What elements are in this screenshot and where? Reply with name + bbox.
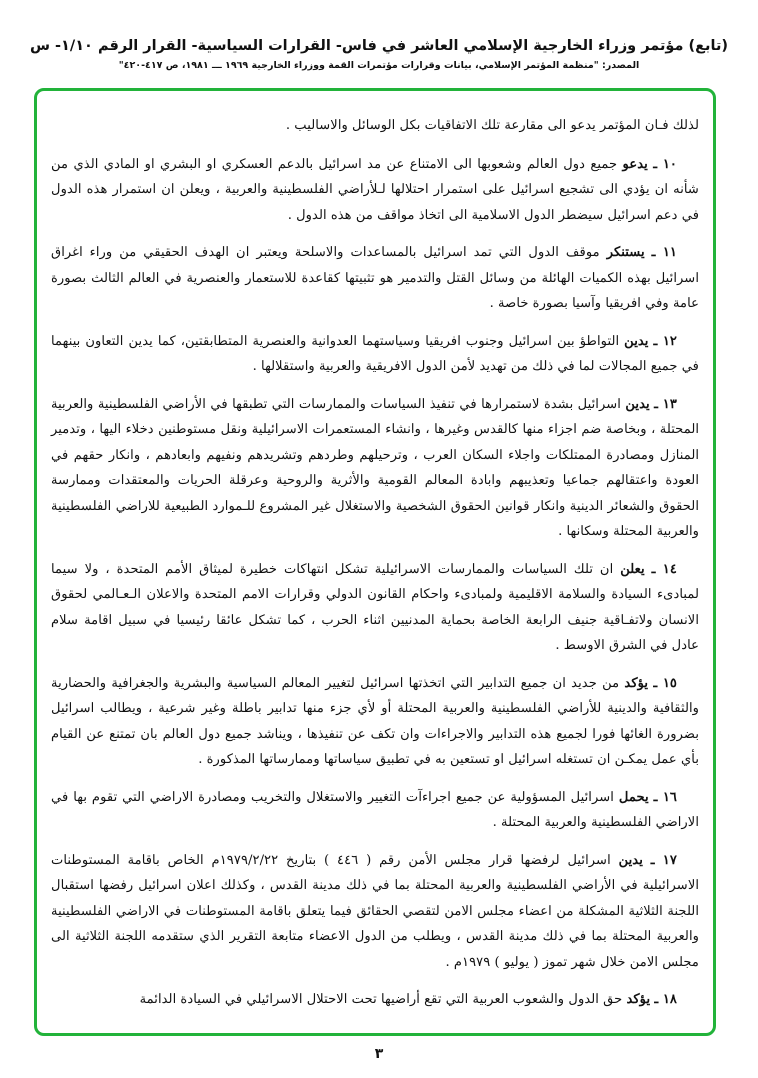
paragraph-text: اسرائيل المسؤولية عن جميع اجراءآت التغيير والاستغلال والتخريب ومصادرة الاراضي التي تقوم بها في الاراضي الفلسطينية والعربية المحتلة .	[51, 789, 699, 830]
content-frame	[34, 88, 716, 1036]
paragraph-text: من جديد ان جميع التدابير التي اتخذتها اسرائيل لتغيير المعالم السياسية والبشرية والجغرافية والحضارية والثقافية والدينية للأراضي الفلسطينية والعربية المحتلة أو لأي جزء منها تدابير باطلة وغير شرعية ، ويطالب اسرائيل بضرورة الغائها فورا لجميع هذه التدابير والاجراءات وان تكف عن تنفيذها ، ويناشد جميع دول العالم بان تمتنع عن القيام بأي عمل يمكـن ان تستغله اسرائيل او تستعين به في تطبيق سياساتها وممارساتها المذكورة .	[51, 675, 699, 767]
paragraph-lead-verb: يحمل	[618, 789, 649, 805]
page-number: ٣	[374, 1046, 384, 1062]
intro-paragraph: لذلك فـان المؤتمر يدعو الى مقارعة تلك الاتفاقيات بكل الوسائل والاساليب .	[285, 118, 699, 133]
resolution-paragraph-12	[51, 329, 699, 380]
resolution-paragraph-17	[51, 848, 699, 976]
paragraph-text: جميع دول العالم وشعوبها الى الامتناع عن مد اسرائيل بالدعم العسكري او البشري او المادي الذي من شأنه ان يؤدي الى تشجيع اسرائيل على استمرار احتلالها لـلأراضي الفلسطينية والعربية ، ويعلن ان استمرار هذه الدول في دعم اسرائيل سيضطر الدول الاسلامية الى اتخاذ مواقف من هذه الدول .	[51, 156, 699, 223]
paragraph-lead-verb: يستنكر	[606, 245, 645, 260]
paragraph-lead-verb: يدين	[625, 396, 650, 412]
paragraph-text: اسرائيل بشدة لاستمرارها في تنفيذ السياسات والممارسات التي تطبقها في الأراضي الفلسطينية والعربية المحتلة ، وبخاصة ضم اجزاء منها كالقدس وغيرها ، وانشاء المستعمرات الاسرائيلية ونقل مستوطنين دخلاء اليها ، وتدمير المنازل ومصادرة الممتلكات واجلاء السكان العرب ، وترحيلهم وطردهم وتشريدهم ونفيهم وابعادهم ، وانكار حقهم في العودة واعتقالهم جماعيا وتعذيبهم وابادة المعالم القومية والأثرية والروحية وعرقلة الحريات والمعتقدات وممارسة الحقوق والشعائر الدينية وانكار قوانين الحقوق الشخصية والاستغلال غير المشروع للـموارد الطبيعية للاراضي الفلسطينية والعربية المحتلة وسكانها .	[51, 396, 699, 539]
paragraph-lead-verb: يعلن	[620, 561, 645, 577]
paragraph-number: ١٣ ـ	[654, 396, 677, 412]
resolution-paragraph-13	[51, 392, 699, 545]
paragraph-lead-verb: يؤكد	[626, 992, 651, 1007]
paragraph-number: ١٠ ـ	[653, 156, 677, 172]
paragraph-number: ١٧ ـ	[650, 852, 677, 868]
paragraph-number: ١٨ ـ	[654, 992, 677, 1007]
paragraph-text: اسرائيل لرفضها قرار مجلس الأمن رقم ( ٤٤٦ ) بتاريخ ١٩٧٩/٢/٢٢م الخاص باقامة المستوطنات الاسرائيلية في الأراضي الفلسطينية والعربية المحتلة بما في ذلك مدينة القدس ، وكذلك اعلان اسرائيل رفضها استقبال اللجنة الثلاثية المشكلة من اعضاء مجلس الامن لتقصي الحقائق فيما يتعلق باقامة المستوطنات في الاراضي الفلسطينية والعربية المحتلة بما في ذلك مدينة القدس ، ويطلب من الدول الاعضاء متابعة التقرير الذي ستقدمه اللجنة الثلاثية الى مجلس الامن خلال شهر تموز ( يوليو ) ١٩٧٩م .	[51, 852, 699, 970]
source-citation: المصدر: "منظمة المؤتمر الإسلامي، بيانات وقرارات مؤتمرات القمة ووزراء الخارجية ١٩٦٩ ـــ ١٩٨١، ص ٤١٧-٤٢٠"	[118, 60, 640, 71]
paragraph-lead-verb: يؤكد	[624, 675, 649, 691]
paragraph-number: ١٢ ـ	[653, 333, 677, 349]
paragraph-lead-verb: يدعو	[622, 156, 648, 172]
paragraph-number: ١٦ ـ	[653, 789, 677, 805]
paragraph-text: حق الدول والشعوب العربية التي تقع أراضيها تحت الاحتلال الاسرائيلي في السيادة الدائمة	[139, 992, 623, 1007]
paragraph-text: ان تلك السياسات والممارسات الاسرائيلية تشكل انتهاكات خطيرة لميثاق الأمم المتحدة ، ولا سيما لمبادىء السيادة والسلامة الاقليمية ولمبادىء واحكام القانون الدولي وقرارات الامم المتحدة والاعلان الـعـالمي لحقوق الانسان ولاتفـاقية جنيف الرابعة الخاصة بحماية المدنيين اثناء الحرب ، كما تشكل عائقا رئيسيا في سبيل اقامة سلام عادل في الشرق الاوسط .	[51, 561, 699, 653]
paragraph-number: ١٥ ـ	[653, 675, 677, 691]
document-title: (تابع) مؤتمر وزراء الخارجية الإسلامي العاشر في فاس- القرارات السياسية- القرار الرقم ١/١٠- س	[29, 38, 729, 54]
resolution-paragraph-14	[51, 557, 699, 659]
page-header	[20, 36, 738, 74]
resolution-paragraph-18	[51, 987, 699, 1013]
paragraph-number: ١٤ ـ	[651, 561, 677, 577]
resolution-paragraph-16	[51, 785, 699, 836]
paragraph-text: التواطؤ بين اسرائيل وجنوب افريقيا وسياستهما العدوانية والعنصرية المتطابقتين، كما يدين التعاون بينهما في جميع المجالات لما في ذلك من تهديد لأمن الدول الافريقية والعربية واستقلالها .	[51, 333, 699, 374]
paragraph-text: موقف الدول التي تمد اسرائيل بالمساعدات والاسلحة ويعتبر ان الهدف الحقيقي من وراء اغراق اسرائيل بهذه الكميات الهائلة من وسائل القتل والتدمير هو تثبيتها كقاعدة للاستعمار والعنصرية في العالم الثالث بصورة عامة وفي افريقيا وآسيا بصورة خاصة .	[51, 245, 699, 311]
paragraph-number: ١١ ـ	[651, 245, 677, 260]
resolution-paragraph-15	[51, 671, 699, 773]
paragraph-lead-verb: يدين	[618, 852, 643, 868]
paragraph-lead-verb: يدين	[624, 333, 649, 349]
resolution-paragraph-10	[51, 152, 699, 229]
resolution-paragraph-11	[51, 240, 699, 317]
